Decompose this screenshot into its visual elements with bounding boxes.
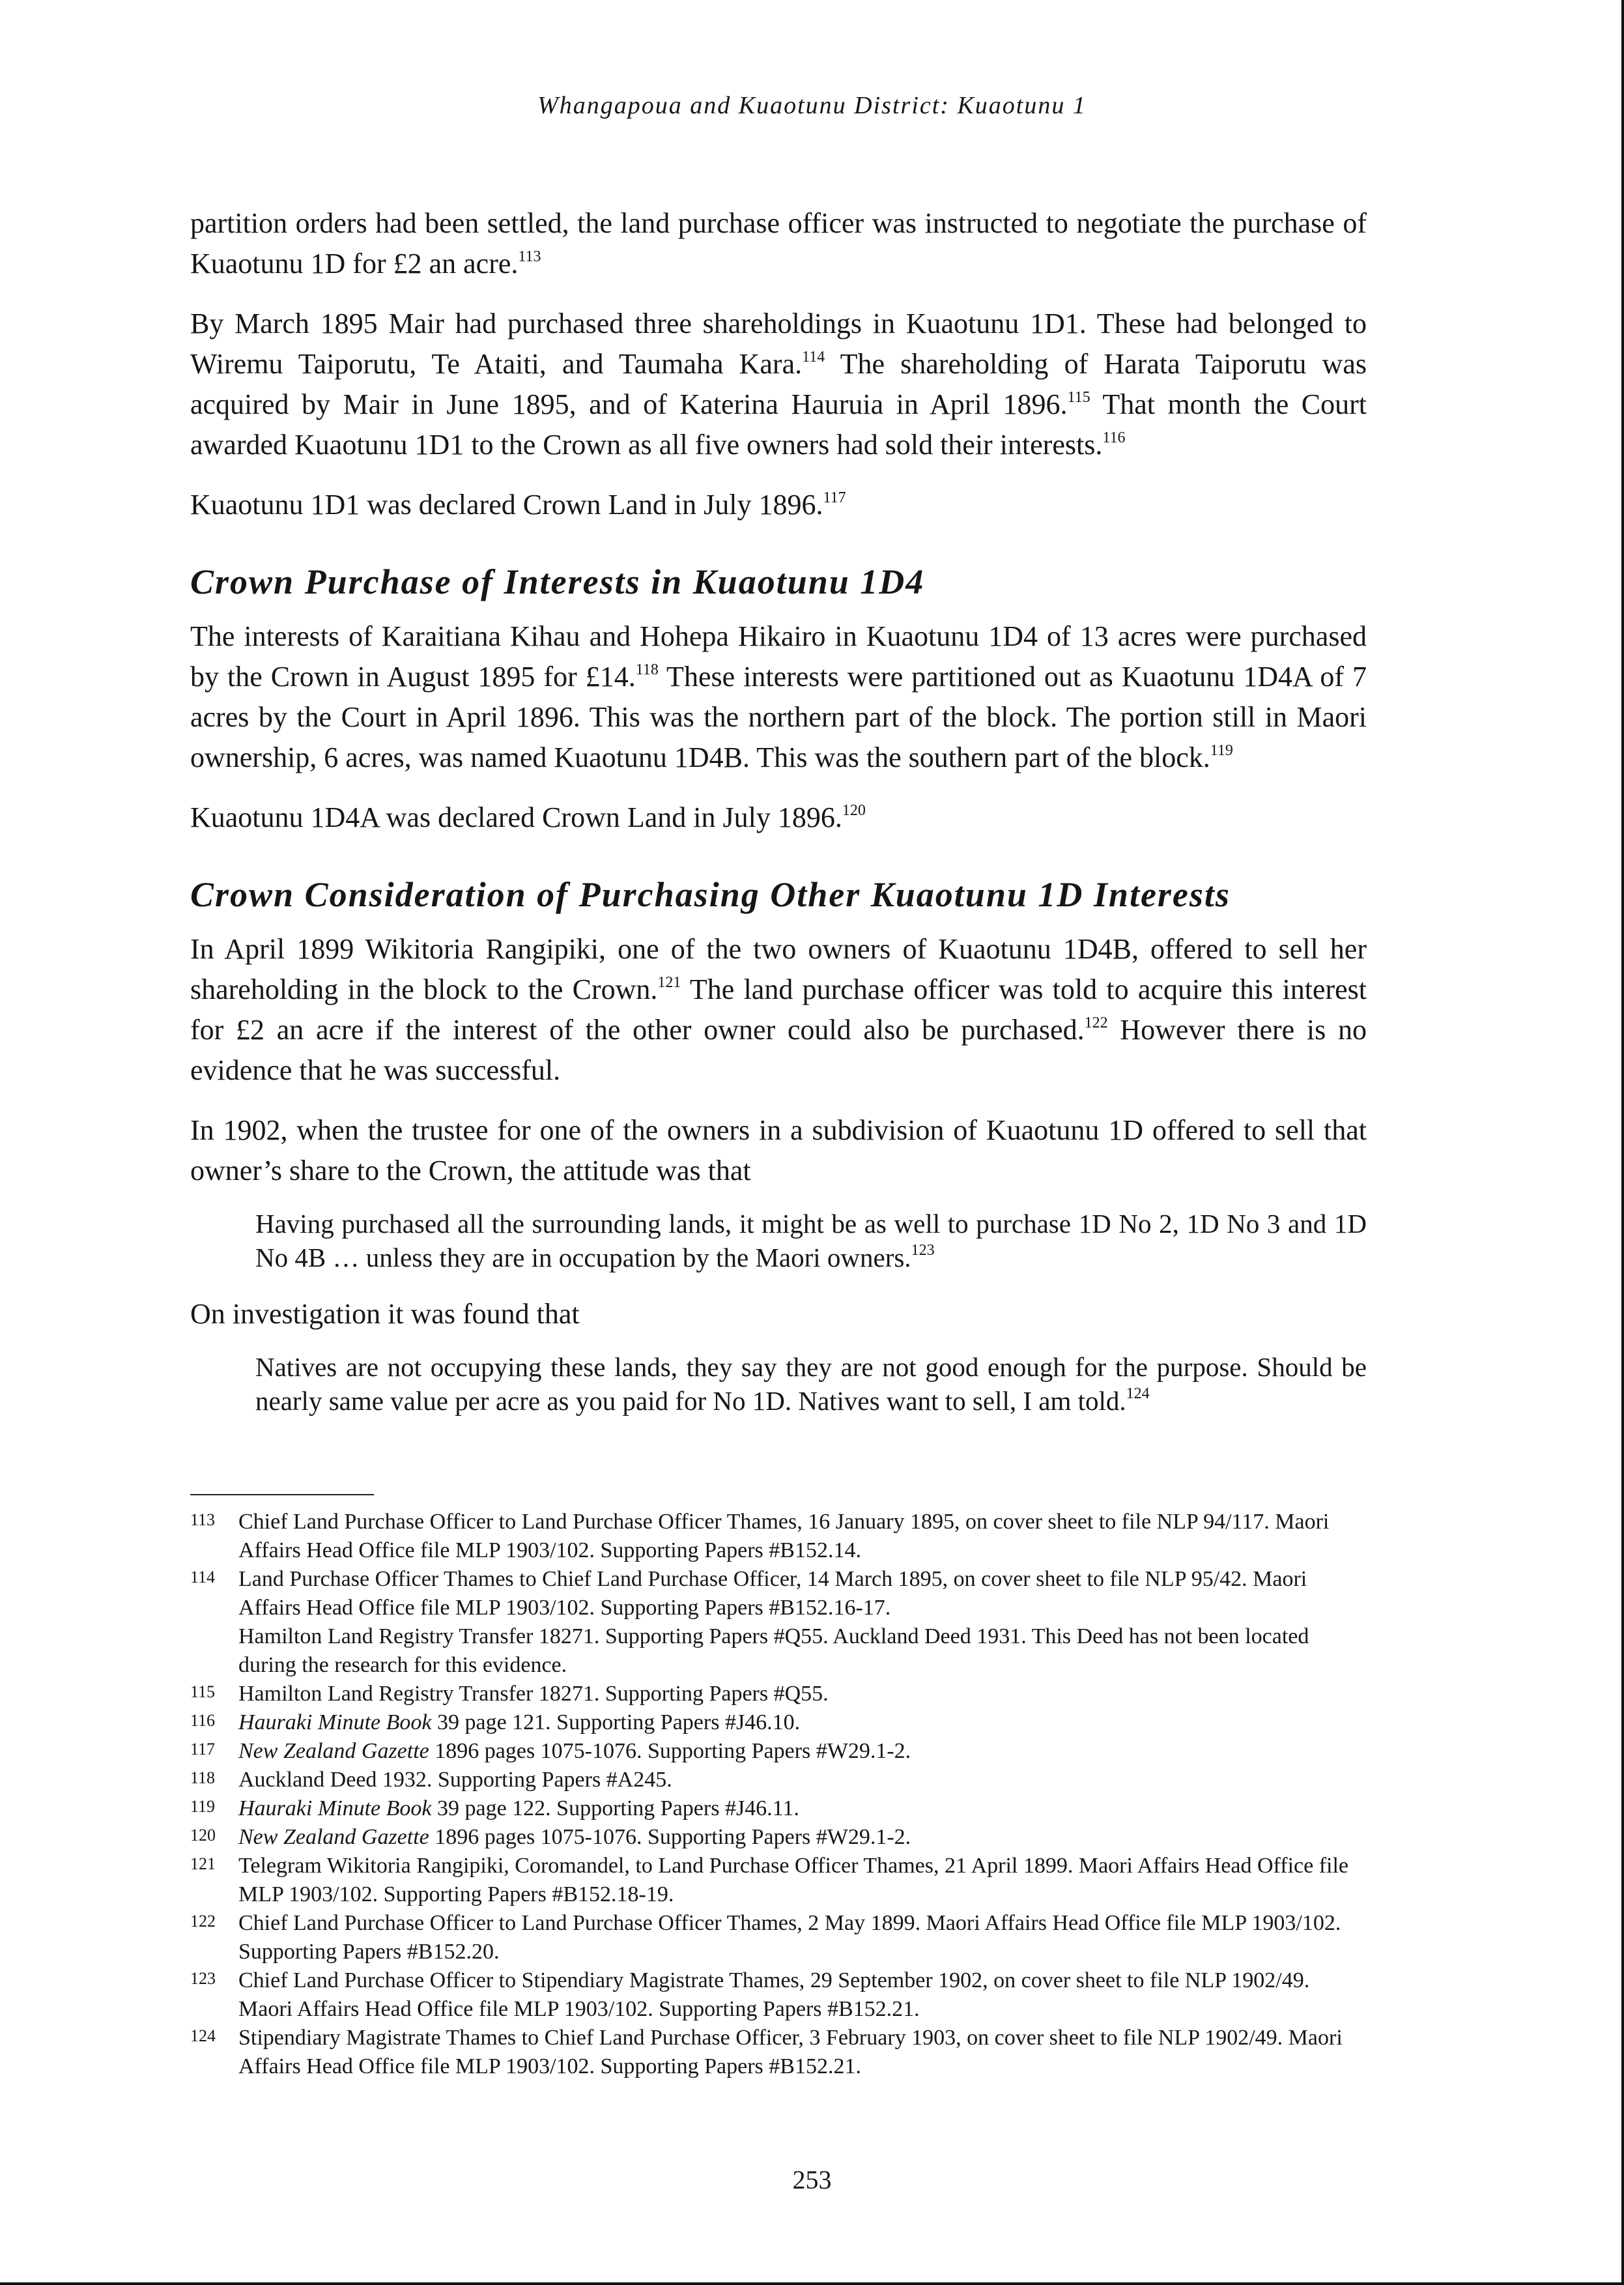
paragraph-text: Kuaotunu 1D1 was declared Crown Land in July 1896.	[190, 489, 823, 521]
paragraph	[190, 798, 1367, 838]
paragraph-text: The land purchase officer was told to acquire this interest for £2 an acre if the interest of the other owner could also be purchased.	[190, 973, 1367, 1046]
footnote-number: 117	[190, 1740, 216, 1759]
footnote-text: Hamilton Land Registry Transfer 18271. Supporting Papers #Q55.	[238, 1682, 829, 1706]
quote-text: Natives are not occupying these lands, they say they are not good enough for the purpose. Should be nearly same value per acre as you paid for No 1D. Natives want to sell, I am told.	[255, 1352, 1367, 1416]
footnote-ref[interactable]: 122	[1084, 1014, 1108, 1031]
footnote-text	[238, 1565, 1367, 1680]
footnote	[190, 1737, 1367, 1766]
footnote-ref[interactable]: 113	[518, 248, 541, 265]
footnote-number: 122	[190, 1912, 216, 1931]
page-number: 253	[792, 2165, 832, 2194]
footnote-text	[238, 1737, 1367, 1766]
footnote-text-part: Hamilton Land Registry Transfer 18271. Supporting Papers #Q55. Auckland Deed 1931. This Deed has not been located during the research for this evidence.	[238, 1624, 1309, 1677]
paragraph-text: By March 1895 Mair had purchased three shareholdings in Kuaotunu 1D1. These had belonged to Wiremu Taiporutu, Te Ataiti, and Taumaha Kara.	[190, 308, 1367, 380]
footnote-ref[interactable]: 118	[635, 661, 659, 678]
footnote-text: Telegram Wikitoria Rangipiki, Coromandel, to Land Purchase Officer Thames, 21 April 1899. Maori Affairs Head Office file MLP 1903/102. Supporting Papers #B152.18-19.	[238, 1854, 1349, 1906]
footnote-ref[interactable]: 119	[1210, 742, 1233, 759]
footnote	[190, 1794, 1367, 1823]
footnote	[190, 1565, 1367, 1680]
footnote-text-part: Land Purchase Officer Thames to Chief Land Purchase Officer, 14 March 1895, on cover sheet to file NLP 95/42. Maori Affairs Head Office file MLP 1903/102. Supporting Papers #B152.16-17.	[238, 1567, 1307, 1620]
footnote-ref[interactable]: 115	[1067, 389, 1090, 406]
paragraph-text: These interests were partitioned out as Kuaotunu 1D4A of 7 acres by the Court in April 1896. This was the northern part of the block. The portion still in Maori ownership, 6 acres, was named Kuaotunu 1D4B. This was the southern part of the block.	[190, 661, 1367, 773]
footnote-ref[interactable]: 123	[911, 1242, 935, 1259]
footnote	[190, 1508, 1367, 1565]
paragraph-text: partition orders had been settled, the land purchase officer was instructed to negotiate the purchase of Kuaotunu 1D for £2 an acre.	[190, 207, 1367, 280]
footnote-number: 119	[190, 1797, 216, 1816]
footnote-number: 113	[190, 1510, 216, 1529]
footnote-text-part: 1896 pages 1075-1076. Supporting Papers #W29.1-2.	[429, 1739, 911, 1763]
paragraph-text: The interests of Karaitiana Kihau and Hohepa Hikairo in Kuaotunu 1D4 of 13 acres were purchased by the Crown in August 1895 for £14.	[190, 620, 1367, 693]
footnote	[190, 1766, 1367, 1794]
footnote-text: Chief Land Purchase Officer to Land Purchase Officer Thames, 16 January 1895, on cover sheet to file NLP 94/117. Maori Affairs Head Office file MLP 1903/102. Supporting Papers #B152.14.	[238, 1510, 1330, 1562]
block-quote	[255, 1207, 1367, 1274]
footnotes	[190, 1508, 1367, 2081]
paragraph-text: On investigation it was found that	[190, 1298, 580, 1330]
footnote	[190, 1708, 1367, 1737]
footnote-ref[interactable]: 116	[1102, 429, 1126, 446]
paragraph-text: The shareholding of Harata Taiporutu was acquired by Mair in June 1895, and of Katerina Hauruia in April 1896.	[190, 348, 1367, 420]
paragraph	[190, 1110, 1367, 1191]
footnote-text	[238, 1794, 1367, 1823]
paragraph	[190, 304, 1367, 465]
paragraph-text: In April 1899 Wikitoria Rangipiki, one of the two owners of Kuaotunu 1D4B, offered to sell her shareholding in the block to the Crown.	[190, 933, 1367, 1005]
footnote	[190, 2024, 1367, 2081]
block-quote	[255, 1350, 1367, 1418]
footnote	[190, 1823, 1367, 1852]
footnote-number: 118	[190, 1768, 216, 1787]
footnote-source-title: New Zealand Gazette	[238, 1739, 429, 1763]
footnote-number: 121	[190, 1854, 216, 1873]
footnote-number: 123	[190, 1969, 216, 1988]
footnote	[190, 1680, 1367, 1708]
paragraph-text: In 1902, when the trustee for one of the owners in a subdivision of Kuaotunu 1D offered to sell that owner’s share to the Crown, the attitude was that	[190, 1114, 1367, 1186]
footnote-text: Stipendiary Magistrate Thames to Chief Land Purchase Officer, 3 February 1903, on cover sheet to file NLP 1902/49. Maori Affairs Head Office file MLP 1903/102. Supporting Papers #B152.21.	[238, 2026, 1343, 2078]
footnote-text	[238, 1823, 1367, 1852]
paragraph-text: Kuaotunu 1D4A was declared Crown Land in July 1896.	[190, 801, 842, 833]
section-heading: Crown Consideration of Purchasing Other Kuaotunu 1D Interests	[190, 875, 1231, 914]
footnote-ref[interactable]: 114	[802, 349, 825, 366]
paragraph-text: That month the Court awarded Kuaotunu 1D1 to the Crown as all five owners had sold their interests.	[190, 388, 1367, 461]
footnote-text-part: 39 page 122. Supporting Papers #J46.11.	[431, 1796, 799, 1820]
footnote-ref[interactable]: 124	[1126, 1385, 1150, 1402]
footnote-text-part: 39 page 121. Supporting Papers #J46.10.	[431, 1710, 801, 1734]
footnote	[190, 1966, 1367, 2024]
footnote-number: 114	[190, 1568, 216, 1587]
footnote-text: Auckland Deed 1932. Supporting Papers #A245.	[238, 1768, 672, 1792]
page-edge-bottom	[0, 2282, 1624, 2285]
main-text	[190, 203, 1367, 1437]
footnote	[190, 1909, 1367, 1966]
footnote-number: 120	[190, 1826, 216, 1845]
footnote-source-title: New Zealand Gazette	[238, 1825, 429, 1849]
footnote-divider	[190, 1494, 374, 1495]
section-heading: Crown Purchase of Interests in Kuaotunu 1D4	[190, 562, 925, 601]
paragraph	[190, 1294, 1367, 1334]
footnote-text: Chief Land Purchase Officer to Land Purchase Officer Thames, 2 May 1899. Maori Affairs Head Office file MLP 1903/102. Supporting Papers #B152.20.	[238, 1911, 1341, 1964]
footnote-text: Chief Land Purchase Officer to Stipendiary Magistrate Thames, 29 September 1902, on cover sheet to file NLP 1902/49. Maori Affairs Head Office file MLP 1903/102. Supporting Papers #B152.21.	[238, 1968, 1310, 2021]
paragraph	[190, 616, 1367, 778]
footnote-text-part: 1896 pages 1075-1076. Supporting Papers #W29.1-2.	[429, 1825, 911, 1849]
paragraph	[190, 485, 1367, 525]
footnote-ref[interactable]: 121	[657, 974, 681, 991]
page-edge-right	[1621, 0, 1624, 2285]
footnote-source-title: Hauraki Minute Book	[238, 1796, 432, 1820]
footnote-ref[interactable]: 117	[823, 489, 846, 506]
paragraph-text: However there is no evidence that he was successful.	[190, 1014, 1367, 1086]
quote-text: Having purchased all the surrounding lands, it might be as well to purchase 1D No 2, 1D No 3 and 1D No 4B … unless they are in occupation by the Maori owners.	[255, 1209, 1367, 1272]
footnote-source-title: Hauraki Minute Book	[238, 1710, 432, 1734]
footnote	[190, 1852, 1367, 1909]
paragraph	[190, 203, 1367, 284]
footnote-text	[238, 1708, 1367, 1737]
footnote-number: 124	[190, 2026, 216, 2045]
footnote-number: 116	[190, 1711, 216, 1730]
footnote-ref[interactable]: 120	[842, 802, 866, 819]
paragraph	[190, 929, 1367, 1091]
running-head: Whangapoua and Kuaotunu District: Kuaotunu 1	[537, 92, 1087, 119]
footnote-number: 115	[190, 1682, 216, 1701]
